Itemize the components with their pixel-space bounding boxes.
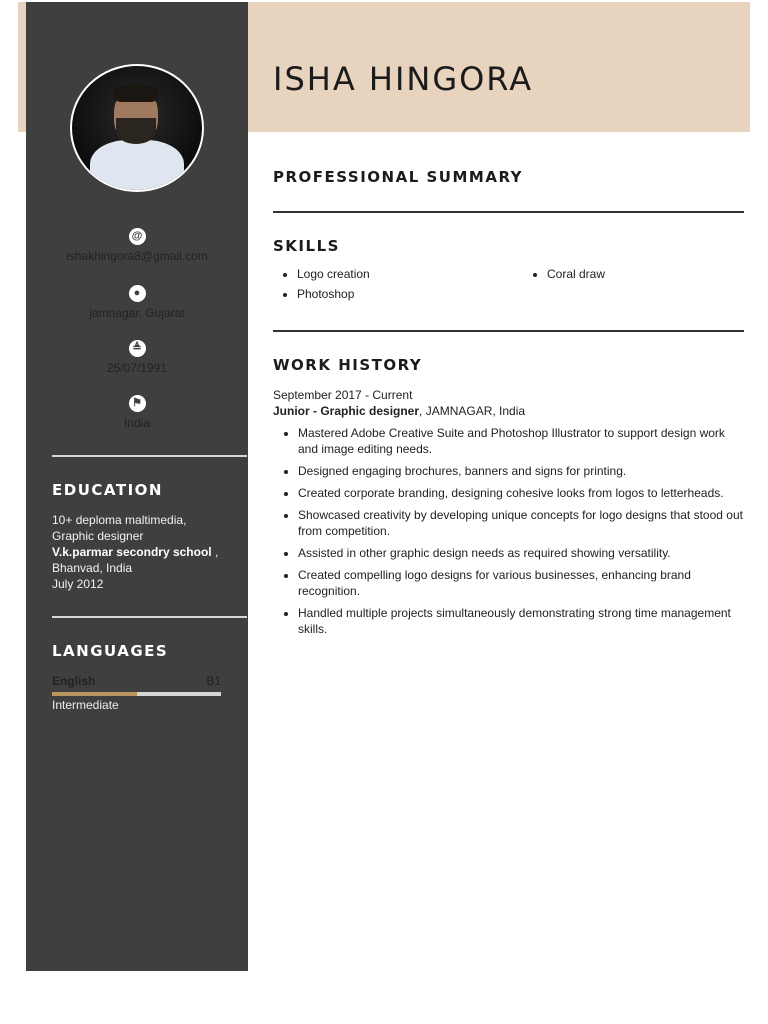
education-entry: [52, 512, 242, 592]
language-proficiency-bar: [52, 692, 221, 696]
education-title: EDUCATION: [52, 481, 163, 499]
work-bullet: • Created compelling logo designs for various businesses, enhancing brand recognition.: [298, 567, 744, 599]
contact-location: [26, 285, 248, 320]
work-bullet: • Showcased creativity by developing unique concepts for logo designs that stood out from competition.: [298, 507, 744, 539]
language-proficiency-fill: [52, 692, 137, 696]
work-bullet: • Created corporate branding, designing cohesive looks from logos to letterheads.: [298, 485, 744, 501]
education-school: V.k.parmar secondry school: [52, 545, 212, 559]
work-bullet: • Handled multiple projects simultaneously demonstrating strong time management skills.: [298, 605, 744, 637]
work-entry: [273, 387, 744, 643]
contact-email: [26, 228, 248, 263]
candidate-name: ISHA HINGORA: [273, 60, 534, 98]
work-bullet: • Mastered Adobe Creative Suite and Photoshop Illustrator to support design work and image editing needs.: [298, 425, 744, 457]
photo-beard: [116, 118, 156, 144]
work-bullet: • Assisted in other graphic design needs as required showing versatility.: [298, 545, 744, 561]
location-text: jamnagar, Gujarat: [89, 306, 185, 320]
header-band-edge: [18, 2, 26, 132]
education-line2: Graphic designer: [52, 529, 144, 543]
section-divider: [273, 211, 744, 213]
language-description: Intermediate: [52, 698, 119, 712]
profile-photo: [70, 64, 204, 192]
education-line1: 10+ deploma maltimedia,: [52, 513, 187, 527]
work-bullet: • Designed engaging brochures, banners and signs for printing.: [298, 463, 744, 479]
skills-list: [273, 267, 744, 307]
skill-item: • Coral draw: [547, 267, 605, 281]
birthday-icon: ≜: [129, 340, 146, 357]
email-text[interactable]: ishakhingora8@gmail.com: [66, 249, 208, 263]
skill-item: • Photoshop: [297, 287, 744, 301]
languages-title: LANGUAGES: [52, 642, 169, 660]
contact-dob: [26, 340, 248, 375]
language-item: [52, 674, 221, 688]
sidebar-divider: [52, 455, 247, 457]
language-level: B1: [206, 674, 221, 688]
skills-title: SKILLS: [273, 237, 340, 255]
photo-hair: [114, 84, 158, 102]
skill-item: • Logo creation: [297, 267, 744, 281]
nationality-text: India: [123, 416, 151, 430]
language-name: English: [52, 674, 96, 688]
contact-nationality: [26, 395, 248, 430]
dob-text: 25/07/1991: [106, 361, 168, 375]
summary-title: PROFESSIONAL SUMMARY: [273, 168, 524, 186]
section-divider: [273, 330, 744, 332]
work-title: WORK HISTORY: [273, 356, 423, 374]
work-dates: September 2017 - Current: [273, 388, 413, 402]
work-job-title: Junior - Graphic designer: [273, 404, 420, 418]
at-icon: @: [129, 228, 146, 245]
work-company: , JAMNAGAR, India: [419, 404, 526, 418]
map-pin-icon: ●: [129, 285, 146, 302]
education-place: Bhanvad, India: [52, 561, 133, 575]
education-date: July 2012: [52, 577, 104, 591]
education-school-suffix: ,: [211, 545, 219, 559]
photo-shirt: [90, 140, 184, 192]
sidebar-divider: [52, 616, 247, 618]
flag-icon: ⚑: [129, 395, 146, 412]
